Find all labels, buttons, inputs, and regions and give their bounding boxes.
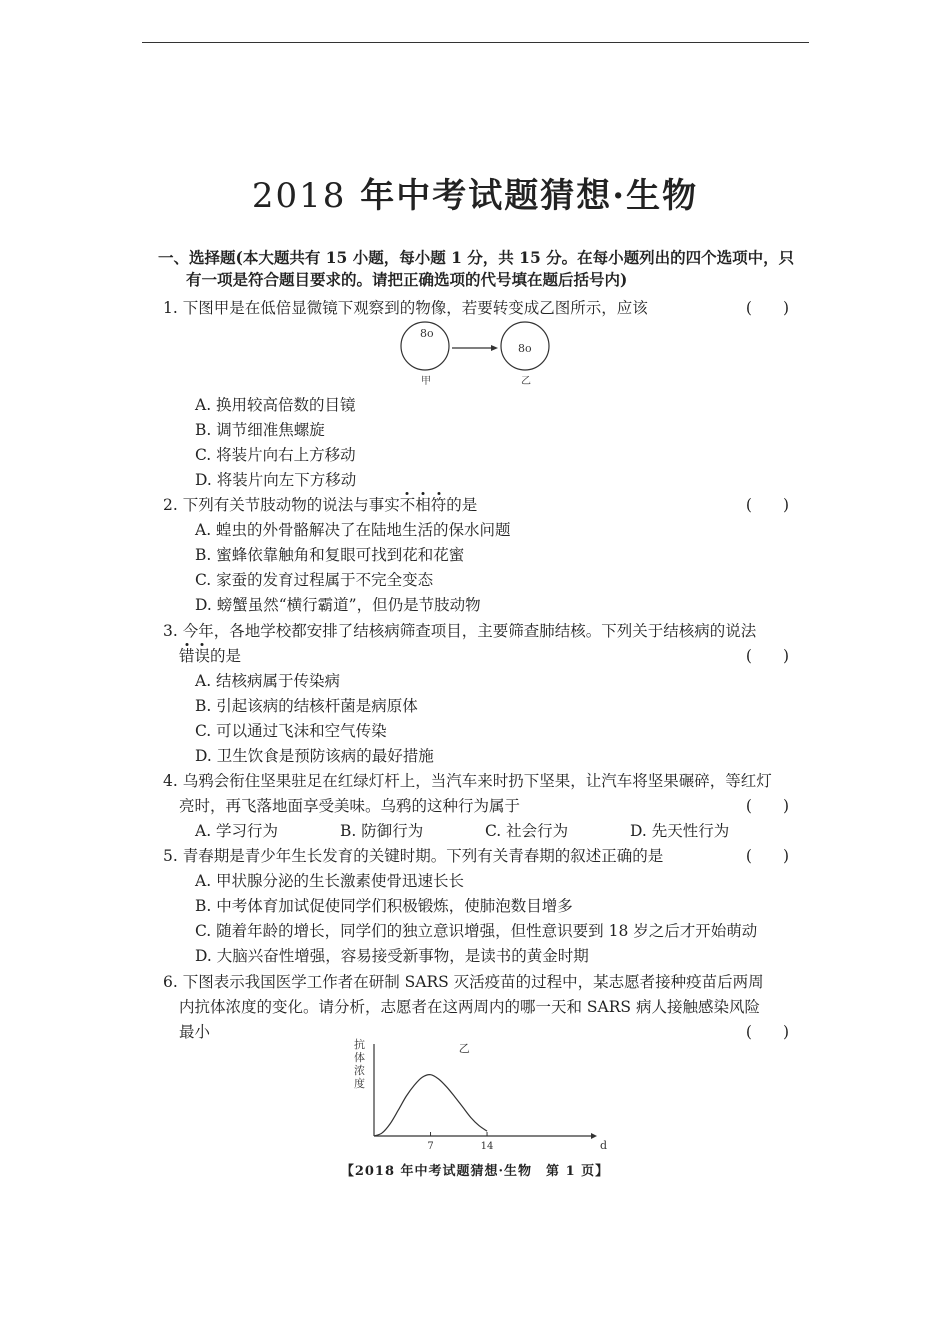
- q2-option-d[interactable]: D. 螃蟹虽然“横行霸道”，但仍是节肢动物: [195, 596, 481, 614]
- q1-option-d[interactable]: D. 将装片向左下方移动: [195, 471, 357, 489]
- q3-option-b[interactable]: B. 引起该病的结核杆菌是病原体: [195, 697, 418, 715]
- section-line-1: 一、选择题(本大题共有 15 小题，每小题 1 分，共 15 分。在每小题列出的四个选项中，只: [158, 248, 795, 267]
- antibody-chart: [350, 1036, 610, 1156]
- emphasis-char: 相: [415, 496, 431, 514]
- q4-option-c[interactable]: C. 社会行为: [485, 822, 569, 840]
- section-heading: [158, 247, 798, 291]
- antibody-curve: [374, 1075, 487, 1136]
- microscope-figure: [395, 318, 555, 390]
- answer-paren-2[interactable]: ( ): [745, 496, 789, 514]
- x-axis-label: d: [600, 1139, 608, 1152]
- answer-paren-4[interactable]: ( ): [745, 797, 789, 815]
- title-text: 年中考试题猜想·生物: [360, 176, 699, 216]
- question-4: [163, 769, 793, 819]
- q5-option-b[interactable]: B. 中考体育加试促使同学们积极锻炼，使肺泡数目增多: [195, 897, 573, 915]
- page-footer: 【2018 年中考试题猜想·生物 第 1 页】: [340, 1164, 610, 1179]
- question-3: [163, 619, 793, 669]
- x-ticks: [427, 1132, 493, 1152]
- question-1-stem: 1. 下图甲是在低倍显微镜下观察到的物像，若要转变成乙图所示，应该: [163, 299, 648, 317]
- q3-option-c[interactable]: C. 可以通过飞沫和空气传染: [195, 722, 387, 740]
- emphasis-char: 不: [399, 496, 416, 514]
- emphasis-char: 符: [430, 496, 447, 514]
- figure-label-yi: 乙: [521, 376, 531, 387]
- y-label-char: 度: [354, 1077, 365, 1090]
- emphasis-char: 错: [179, 647, 195, 665]
- y-label-char: 抗: [354, 1038, 365, 1051]
- chart-annotation: 乙: [458, 1042, 470, 1055]
- q4-option-b[interactable]: B. 防御行为: [340, 822, 424, 840]
- q3-option-d[interactable]: D. 卫生饮食是预防该病的最好措施: [195, 747, 434, 765]
- x-tick-label: 7: [427, 1141, 434, 1152]
- title-year: 2018: [251, 176, 347, 216]
- question-6: [163, 970, 793, 1045]
- specimen-right: 8o: [518, 342, 532, 355]
- question-3-stem-line-2: 的是: [210, 647, 242, 665]
- q1-option-c[interactable]: C. 将装片向右上方移动: [195, 446, 356, 464]
- question-5: [163, 844, 793, 869]
- q3-option-a[interactable]: A. 结核病属于传染病: [195, 672, 341, 690]
- q2-option-c[interactable]: C. 家蚕的发育过程属于不完全变态: [195, 571, 434, 589]
- answer-paren-1[interactable]: ( ): [745, 299, 789, 317]
- y-axis-label: [354, 1037, 365, 1090]
- answer-paren-6[interactable]: ( ): [745, 1023, 789, 1041]
- question-2-stem-a: 2. 下列有关节肢动物的说法与事实: [163, 496, 400, 514]
- question-3-stem-line-1: 3. 今年，各地学校都安排了结核病筛查项目，主要筛查肺结核。下列关于结核病的说法: [163, 622, 757, 640]
- x-tick-label: 14: [480, 1141, 494, 1152]
- y-label-char: 体: [354, 1051, 365, 1064]
- y-label-char: 浓: [354, 1064, 365, 1077]
- q2-option-b[interactable]: B. 蜜蜂依靠触角和复眼可找到花和花蜜: [195, 546, 465, 564]
- q2-option-a[interactable]: A. 蝗虫的外骨骼解决了在陆地生活的保水问题: [195, 521, 511, 539]
- question-6-stem-line-2: 内抗体浓度的变化。请分析，志愿者在这两周内的哪一天和 SARS 病人接触感染风险: [179, 998, 760, 1016]
- question-6-stem-line-1: 6. 下图表示我国医学工作者在研制 SARS 灭活疫苗的过程中，某志愿者接种疫苗后两周: [163, 973, 764, 991]
- q4-option-a[interactable]: A. 学习行为: [195, 822, 279, 840]
- q1-option-a[interactable]: A. 换用较高倍数的目镜: [195, 396, 356, 414]
- q4-option-d[interactable]: D. 先天性行为: [630, 822, 730, 840]
- question-4-stem-line-1: 4. 乌鸦会衔住坚果驻足在红绿灯杆上，当汽车来时扔下坚果，让汽车将坚果碾碎，等红灯: [163, 772, 772, 790]
- question-2: [163, 493, 793, 518]
- question-2-stem-b: 的是: [446, 496, 478, 514]
- question-6-stem-line-3: 最小: [179, 1023, 211, 1041]
- emphasis-char: 误: [194, 647, 211, 665]
- q5-option-a[interactable]: A. 甲状腺分泌的生长激素使骨迅速长长: [195, 872, 465, 890]
- q5-option-c[interactable]: C. 随着年龄的增长，同学们的独立意识增强，但性意识要到 18 岁之后才开始萌动: [195, 922, 758, 940]
- figure-label-jia: 甲: [421, 376, 431, 387]
- top-rule: [142, 42, 809, 43]
- answer-paren-5[interactable]: ( ): [745, 847, 789, 865]
- question-5-stem: 5. 青春期是青少年生长发育的关键时期。下列有关青春期的叙述正确的是: [163, 847, 664, 865]
- section-line-2: 有一项是符合题目要求的。请把正确选项的代号填在题后括号内): [186, 270, 628, 289]
- arrow-head: [491, 345, 498, 351]
- x-axis-arrow: [591, 1133, 597, 1139]
- q1-option-b[interactable]: B. 调节细准焦螺旋: [195, 421, 325, 439]
- q5-option-d[interactable]: D. 大脑兴奋性增强，容易接受新事物，是读书的黄金时期: [195, 947, 589, 965]
- question-4-stem-line-2: 亮时，再飞落地面享受美味。乌鸦的这种行为属于: [179, 797, 521, 815]
- q4-options: [195, 819, 775, 844]
- page-title: [0, 168, 950, 217]
- answer-paren-3[interactable]: ( ): [745, 647, 789, 665]
- specimen-left: 8o: [420, 327, 434, 340]
